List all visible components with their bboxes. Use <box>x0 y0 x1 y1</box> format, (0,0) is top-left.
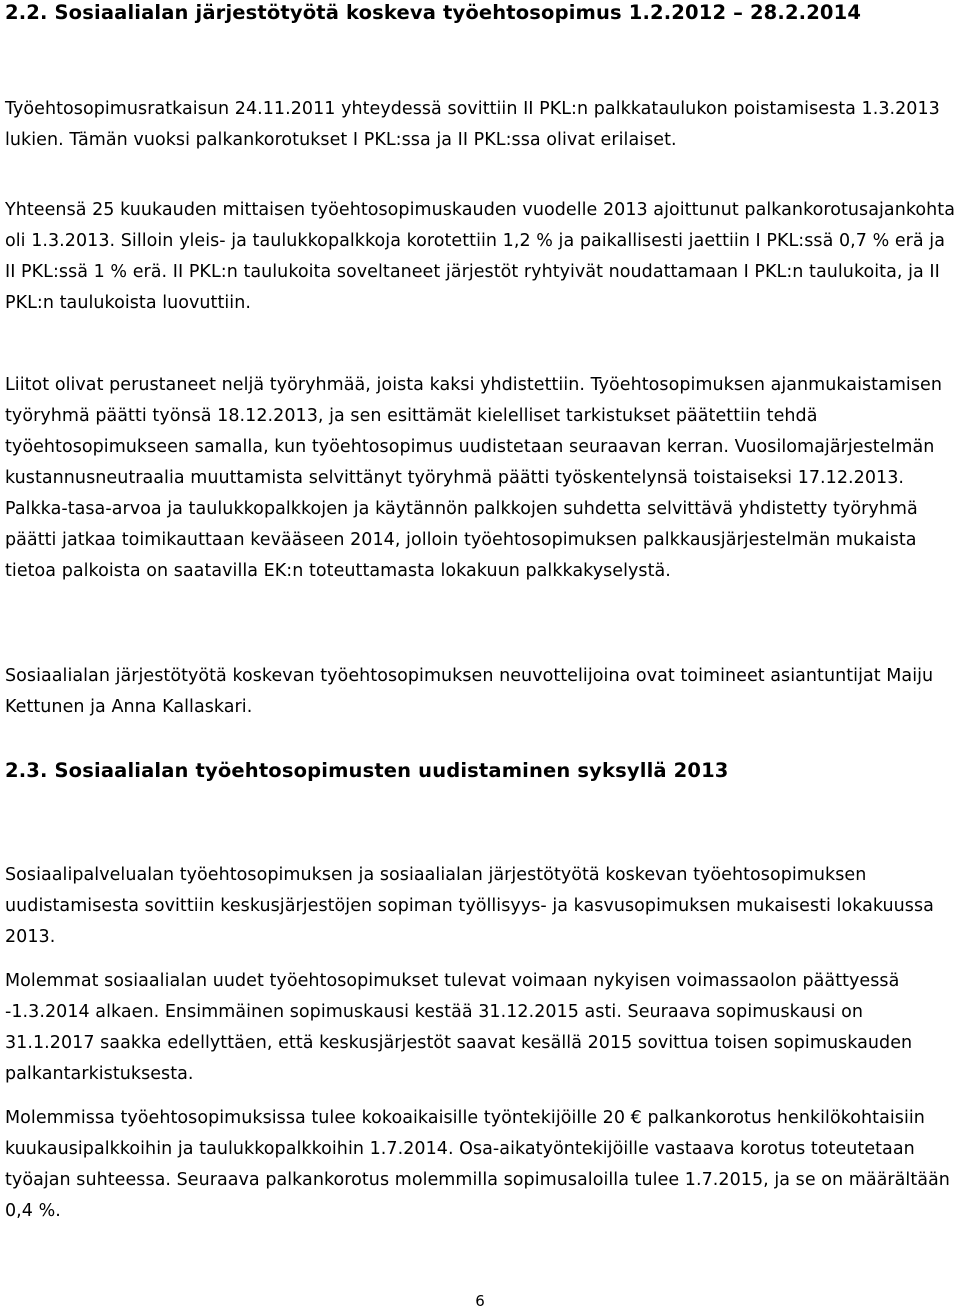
section-2-2-heading: 2.2. Sosiaalialan järjestötyötä koskeva työehtosopimus 1.2.2012 – 28.2.2014 <box>5 1 862 24</box>
paragraph-pay-raise: Molemmissa työehtosopimuksissa tulee kokoaikaisille työntekijöille 20 € palkankorotus henkilökohtaisiin kuukausipalkkoihin ja taulukkopalkkoihin 1.7.2014. Osa-aikatyöntekijöille vastaava korotus toteutetaan työajan suhteessa. Seuraava palkankorotus molemmilla sopimusaloilla tulee 1.7.2015, ja se on määrältään 0,4 %. <box>5 1107 950 1221</box>
paragraph-salary-increase-2013: Yhteensä 25 kuukauden mittaisen työehtosopimuskauden vuodelle 2013 ajoittunut palkankorotusajankohta oli 1.3.2013. Silloin yleis- ja taulukkopalkkoja korotettiin 1,2 % ja paikallisesti jaettiin I PKL:ssä 0,7 % erä ja II PKL:ssä 1 % erä. II PKL:n taulukoita soveltaneet järjestöt ryhtyivät noudattamaan I PKL:n taulukoita, ja II PKL:n taulukoista luovuttiin. <box>5 199 955 313</box>
page-number: 6 <box>475 1292 485 1310</box>
paragraph-negotiators: Sosiaalialan järjestötyötä koskevan työehtosopimuksen neuvottelijoina ovat toimineet asiantuntijat Maiju Kettunen ja Anna Kallaskari. <box>5 665 934 717</box>
paragraph-entry-into-force: Molemmat sosiaalialan uudet työehtosopimukset tulevat voimaan nykyisen voimassaolon päättyessä -1.3.2014 alkaen. Ensimmäinen sopimuskausi kestää 31.12.2015 asti. Seuraava sopimuskausi on 31.1.2017 saakka edellyttäen, että keskusjärjestöt saavat kesällä 2015 sovittua toisen sopimuskauden palkantarkistuksesta. <box>5 970 913 1084</box>
section-2-3-heading: 2.3. Sosiaalialan työehtosopimusten uudistaminen syksyllä 2013 <box>5 759 729 782</box>
paragraph-renewal-agreement: Sosiaalipalvelualan työehtosopimuksen ja sosiaalialan järjestötyötä koskevan työehtosopimuksen uudistamisesta sovittiin keskusjärjestöjen sopiman työllisyys- ja kasvusopimuksen mukaisesti lokakuussa 2013. <box>5 864 934 947</box>
paragraph-working-groups: Liitot olivat perustaneet neljä työryhmää, joista kaksi yhdistettiin. Työehtosopimuksen ajanmukaistamisen työryhmä päätti työnsä 18.12.2013, ja sen esittämät kielelliset tarkistukset päätettiin tehdä työehtosopimukseen samalla, kun työehtosopimus uudistetaan seuraavan kerran. Vuosilomajärjestelmän kustannusneutraalia muuttamista selvittänyt työryhmä päätti työskentelynsä toistaiseksi 17.12.2013. Palkka-tasa-arvoa ja taulukkopalkkojen ja käytännön palkkojen suhdetta selvittävä yhdistetty työryhmä päätti jatkaa toimikauttaan kevääseen 2014, jolloin työehtosopimuksen palkkausjärjestelmän mukaista tietoa palkoista on saatavilla EK:n toteuttamasta lokakuun palkkakyselystä. <box>5 374 942 581</box>
paragraph-pkl-removal: Työehtosopimusratkaisun 24.11.2011 yhteydessä sovittiin II PKL:n palkkataulukon poistamisesta 1.3.2013 lukien. Tämän vuoksi palkankorotukset I PKL:ssa ja II PKL:ssa olivat erilaiset. <box>5 98 940 150</box>
